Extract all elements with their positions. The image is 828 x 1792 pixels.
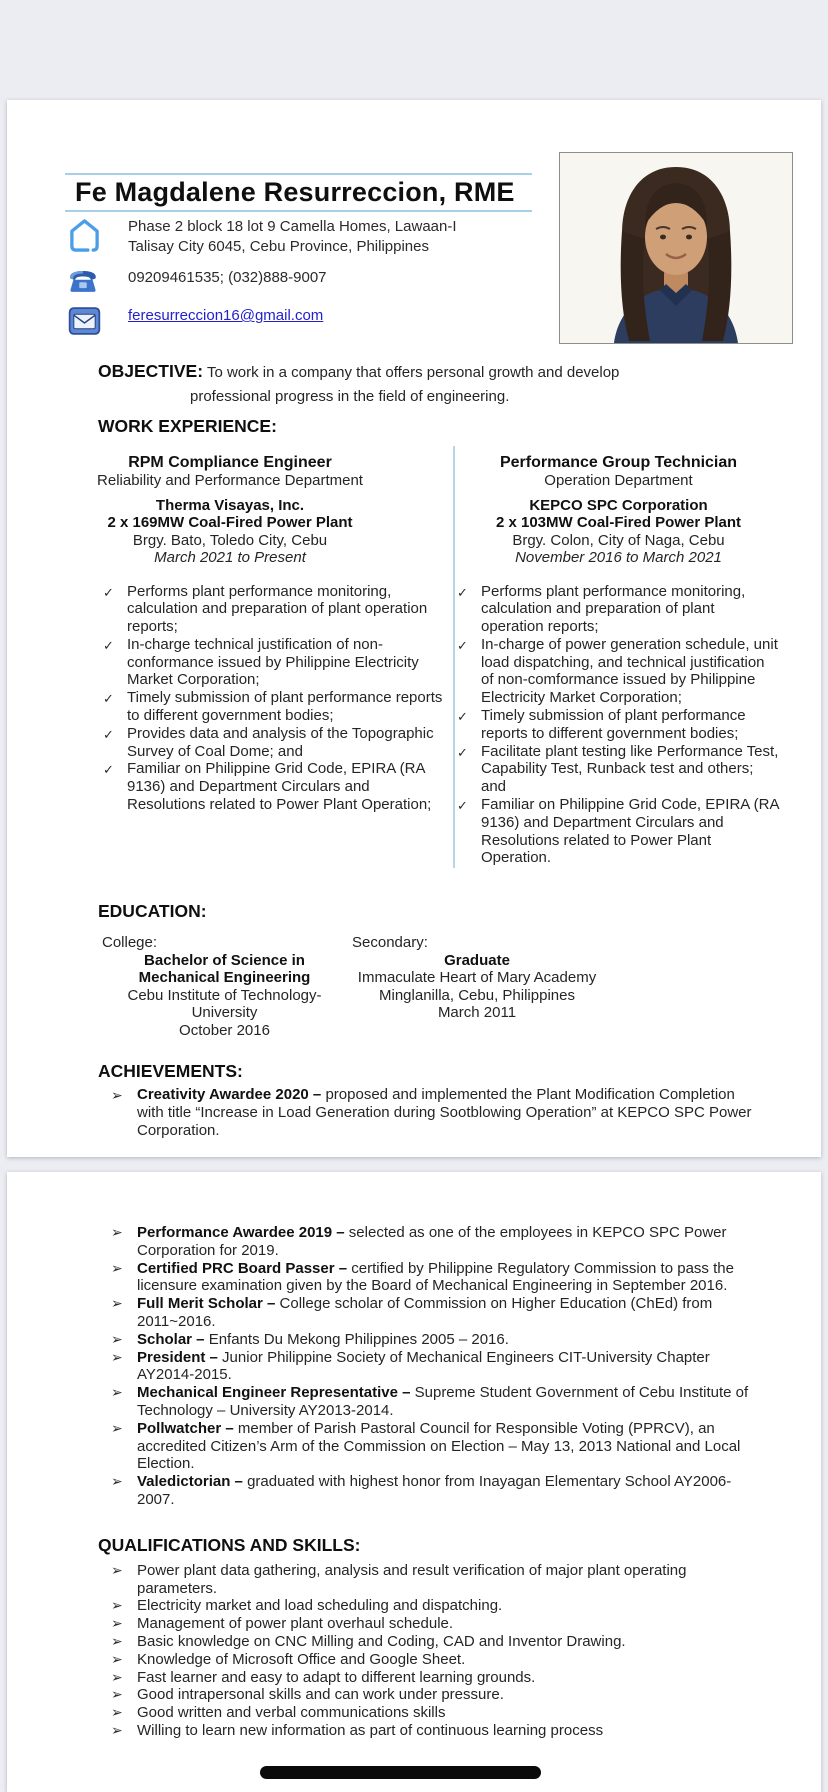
arrow-bullet-icon: ➢ xyxy=(111,1650,123,1667)
check-bullet-icon: ✓ xyxy=(103,637,114,653)
arrow-bullet-icon: ➢ xyxy=(111,1704,123,1721)
achievement-lead: Pollwatcher – xyxy=(137,1419,234,1437)
bullet-text xyxy=(137,1384,759,1420)
address-line-1: Phase 2 block 18 lot 9 Camella Homes, Lawaan-I xyxy=(128,218,457,235)
bullet-text: Knowledge of Microsoft Office and Google Sheet. xyxy=(137,1650,466,1668)
list-item xyxy=(111,1722,759,1740)
education-college xyxy=(102,934,347,1039)
arrow-bullet-icon: ➢ xyxy=(111,1561,123,1578)
list-item xyxy=(111,1086,759,1140)
bullet-text: Facilitate plant testing like Performance Test, Capability Test, Runback test and others; and xyxy=(481,742,779,796)
list-item xyxy=(457,743,781,796)
list-item xyxy=(111,1686,759,1704)
secondary-school: Immaculate Heart of Mary Academy xyxy=(357,969,597,986)
achievement-rest: Junior Philippine Society of Mechanical Engineers CIT-University Chapter AY2014-2015. xyxy=(137,1348,710,1384)
job-location: Brgy. Bato, Toledo City, Cebu xyxy=(132,531,328,549)
arrow-bullet-icon: ➢ xyxy=(111,1087,123,1103)
job-period: November 2016 to March 2021 xyxy=(515,549,722,566)
achievement-lead: Valedictorian – xyxy=(137,1473,243,1491)
achievement-rest: proposed and implemented the Plant Modification Completion with title “Increase in Load Generation during Sootblowing Operation” at KEPCO SPC Power Corporation. xyxy=(137,1086,752,1139)
list-item xyxy=(103,689,451,725)
bullet-text: Familiar on Philippine Grid Code, EPIRA (RA 9136) and Department Circulars and Resolutions related to Power Plant Operation. xyxy=(481,796,779,867)
achievement-lead: President – xyxy=(137,1348,218,1366)
applicant-photo-art xyxy=(560,153,792,343)
list-item xyxy=(111,1704,759,1722)
job-duties-list xyxy=(457,583,781,868)
objective-section xyxy=(98,359,718,409)
achievement-rest: member of Parish Pastoral Council for Responsible Voting (PPRCV), an accredited Citizen’s Arm of the Commission on Election – May 13, 2013 National and Local Election. xyxy=(137,1419,741,1473)
arrow-bullet-icon: ➢ xyxy=(111,1615,123,1632)
job-company: KEPCO SPC Corporation xyxy=(529,496,708,514)
achievement-lead: Full Merit Scholar – xyxy=(137,1295,276,1313)
home-indicator[interactable] xyxy=(260,1766,541,1779)
applicant-photo xyxy=(559,152,793,344)
secondary-location: Minglanilla, Cebu, Philippines xyxy=(379,986,575,1004)
job-plant: 2 x 169MW Coal-Fired Power Plant xyxy=(107,514,353,531)
email-icon xyxy=(68,306,101,341)
name-block xyxy=(65,173,532,212)
education-heading: EDUCATION: xyxy=(98,901,207,921)
arrow-bullet-icon: ➢ xyxy=(111,1721,123,1738)
job-title-block xyxy=(456,453,781,567)
objective-line-1: To work in a company that offers personal growth and develop xyxy=(206,364,620,381)
list-item xyxy=(103,583,451,636)
work-experience-heading: WORK EXPERIENCE: xyxy=(98,416,277,436)
bullet-text: Timely submission of plant performance reports to different government bodies; xyxy=(127,689,443,725)
check-bullet-icon: ✓ xyxy=(103,726,114,742)
achievement-lead: Performance Awardee 2019 – xyxy=(137,1224,345,1241)
bullet-text: Electricity market and load scheduling and dispatching. xyxy=(137,1597,503,1615)
education-columns xyxy=(7,934,821,1039)
bullet-text xyxy=(137,1331,759,1349)
list-item xyxy=(111,1615,759,1633)
college-date: October 2016 xyxy=(179,1021,270,1039)
list-item xyxy=(111,1633,759,1651)
skills-list xyxy=(111,1562,759,1740)
arrow-bullet-icon: ➢ xyxy=(111,1419,123,1436)
job-title: RPM Compliance Engineer xyxy=(128,454,332,471)
college-label: College: xyxy=(102,934,158,951)
job-department: Operation Department xyxy=(544,472,693,489)
phone-icon xyxy=(68,268,101,299)
list-item xyxy=(103,636,451,689)
college-degree: Bachelor of Science in Mechanical Engineering xyxy=(138,951,311,986)
list-item xyxy=(457,636,781,707)
bullet-text xyxy=(137,1260,759,1296)
resume-page-1 xyxy=(7,100,821,1157)
phone-text: 09209461535; (032)888-9007 xyxy=(128,269,327,286)
list-item xyxy=(111,1562,759,1598)
list-item xyxy=(111,1597,759,1615)
check-bullet-icon: ✓ xyxy=(103,584,114,600)
bullet-text xyxy=(137,1295,759,1331)
work-experience-columns xyxy=(7,453,821,883)
job-title-block xyxy=(65,453,395,567)
list-item xyxy=(457,796,781,867)
secondary-label: Secondary: xyxy=(352,934,428,951)
arrow-bullet-icon: ➢ xyxy=(111,1473,123,1490)
work-column-left xyxy=(65,453,451,883)
list-item xyxy=(457,707,781,743)
education-secondary xyxy=(352,934,602,1039)
bullet-text: Performs plant performance monitoring, calculation and preparation of plant operation reports; xyxy=(127,582,428,636)
bullet-text: Basic knowledge on CNC Milling and Coding, CAD and Inventor Drawing. xyxy=(137,1632,626,1650)
column-divider xyxy=(453,446,455,868)
arrow-bullet-icon: ➢ xyxy=(111,1348,123,1365)
address-line-2: Talisay City 6045, Cebu Province, Philippines xyxy=(128,238,429,255)
job-department: Reliability and Performance Department xyxy=(97,472,363,489)
skills-heading: QUALIFICATIONS AND SKILLS: xyxy=(98,1534,361,1555)
arrow-bullet-icon: ➢ xyxy=(111,1597,123,1614)
arrow-bullet-icon: ➢ xyxy=(111,1224,123,1240)
bullet-text: Familiar on Philippine Grid Code, EPIRA (RA 9136) and Department Circulars and Resolutions related to Power Plant Operation; xyxy=(127,760,432,814)
bullet-text: Willing to learn new information as part of continuous learning process xyxy=(137,1721,604,1739)
bullet-text xyxy=(137,1473,759,1509)
achievement-lead: Certified PRC Board Passer – xyxy=(137,1259,348,1277)
arrow-bullet-icon: ➢ xyxy=(111,1330,123,1347)
arrow-bullet-icon: ➢ xyxy=(111,1384,123,1401)
list-item xyxy=(111,1384,759,1420)
bullet-text: Power plant data gathering, analysis and result verification of major plant operating parameters. xyxy=(137,1561,687,1597)
home-icon xyxy=(68,217,101,260)
email-text xyxy=(128,306,323,326)
bullet-text: Provides data and analysis of the Topographic Survey of Coal Dome; and xyxy=(127,724,434,760)
list-item xyxy=(111,1260,759,1296)
achievement-lead: Mechanical Engineer Representative – xyxy=(137,1384,411,1402)
bullet-text xyxy=(137,1086,759,1140)
check-bullet-icon: ✓ xyxy=(103,691,114,707)
achievement-rest: certified by Philippine Regulatory Commission to pass the licensure examination given by the Board of Mechanical Engineering in September 2016. xyxy=(137,1259,734,1295)
job-title: Performance Group Technician xyxy=(499,454,738,471)
bullet-text: In-charge of power generation schedule, unit load dispatching, and technical justification of non-comformance issued by Philippine Electricity Market Corporation; xyxy=(481,635,778,707)
list-item xyxy=(111,1420,759,1473)
bullet-text xyxy=(137,1224,759,1260)
achievements-list-page1 xyxy=(111,1086,759,1140)
achievement-rest: selected as one of the employees in KEPCO SPC Power Corporation for 2019. xyxy=(137,1224,727,1259)
email-link[interactable]: feresurreccion16@gmail.com xyxy=(128,307,324,324)
bullet-text xyxy=(137,1349,759,1385)
bullet-text xyxy=(137,1420,759,1473)
check-bullet-icon: ✓ xyxy=(457,798,468,814)
check-bullet-icon: ✓ xyxy=(103,762,114,778)
achievement-lead: Creativity Awardee 2020 – xyxy=(137,1086,322,1103)
list-item xyxy=(103,760,451,813)
arrow-bullet-icon: ➢ xyxy=(111,1632,123,1649)
secondary-date: March 2011 xyxy=(437,1004,517,1021)
check-bullet-icon: ✓ xyxy=(457,709,468,725)
list-item xyxy=(111,1473,759,1509)
secondary-degree: Graduate xyxy=(444,951,510,969)
list-item xyxy=(111,1224,759,1260)
objective-line-2: professional progress in the field of engineering. xyxy=(190,388,510,405)
list-item xyxy=(111,1669,759,1687)
list-item xyxy=(111,1349,759,1385)
achievement-rest: Enfants Du Mekong Philippines 2005 – 2016. xyxy=(208,1330,509,1348)
bullet-text: In-charge technical justification of non-conformance issued by Philippine Electricity Market Corporation; xyxy=(127,635,419,689)
bullet-text: Management of power plant overhaul schedule. xyxy=(137,1615,454,1633)
bullet-text: Fast learner and easy to adapt to different learning grounds. xyxy=(137,1668,536,1686)
achievement-rest: Supreme Student Government of Cebu Institute of Technology – University AY2013-2014. xyxy=(137,1384,749,1419)
bullet-text: Good written and verbal communications skills xyxy=(137,1704,446,1722)
list-item xyxy=(457,583,781,636)
college-school: Cebu Institute of Technology-University xyxy=(127,986,322,1021)
bullet-text: Timely submission of plant performance reports to different government bodies; xyxy=(481,707,746,742)
resume-page-2 xyxy=(7,1172,821,1792)
work-column-right xyxy=(456,453,781,883)
list-item xyxy=(103,725,451,761)
check-bullet-icon: ✓ xyxy=(457,584,468,600)
job-plant: 2 x 103MW Coal-Fired Power Plant xyxy=(495,514,742,531)
achievement-rest: graduated with highest honor from Inayagan Elementary School AY2006-2007. xyxy=(137,1473,732,1508)
arrow-bullet-icon: ➢ xyxy=(111,1295,123,1312)
list-item xyxy=(111,1651,759,1669)
job-company: Therma Visayas, Inc. xyxy=(155,496,305,514)
job-location: Brgy. Colon, City of Naga, Cebu xyxy=(512,531,725,549)
arrow-bullet-icon: ➢ xyxy=(111,1686,123,1703)
arrow-bullet-icon: ➢ xyxy=(111,1668,123,1685)
check-bullet-icon: ✓ xyxy=(457,744,468,760)
objective-label: OBJECTIVE: xyxy=(98,361,204,381)
achievement-lead: Scholar – xyxy=(137,1330,205,1348)
address-text xyxy=(128,217,457,257)
job-period: March 2021 to Present xyxy=(154,549,306,566)
achievement-rest: College scholar of Commission on Higher Education (ChEd) from 2011~2016. xyxy=(137,1295,713,1330)
bullet-text: Performs plant performance monitoring, calculation and preparation of plant operation reports; xyxy=(481,582,746,636)
job-duties-list xyxy=(103,583,451,814)
check-bullet-icon: ✓ xyxy=(457,637,468,653)
achievements-heading: ACHIEVEMENTS: xyxy=(98,1061,243,1081)
bullet-text: Good intrapersonal skills and can work under pressure. xyxy=(137,1686,504,1704)
applicant-name: Fe Magdalene Resurreccion, RME xyxy=(75,177,515,207)
list-item xyxy=(111,1331,759,1349)
arrow-bullet-icon: ➢ xyxy=(111,1259,123,1276)
achievements-list-page2 xyxy=(111,1224,759,1509)
list-item xyxy=(111,1295,759,1331)
